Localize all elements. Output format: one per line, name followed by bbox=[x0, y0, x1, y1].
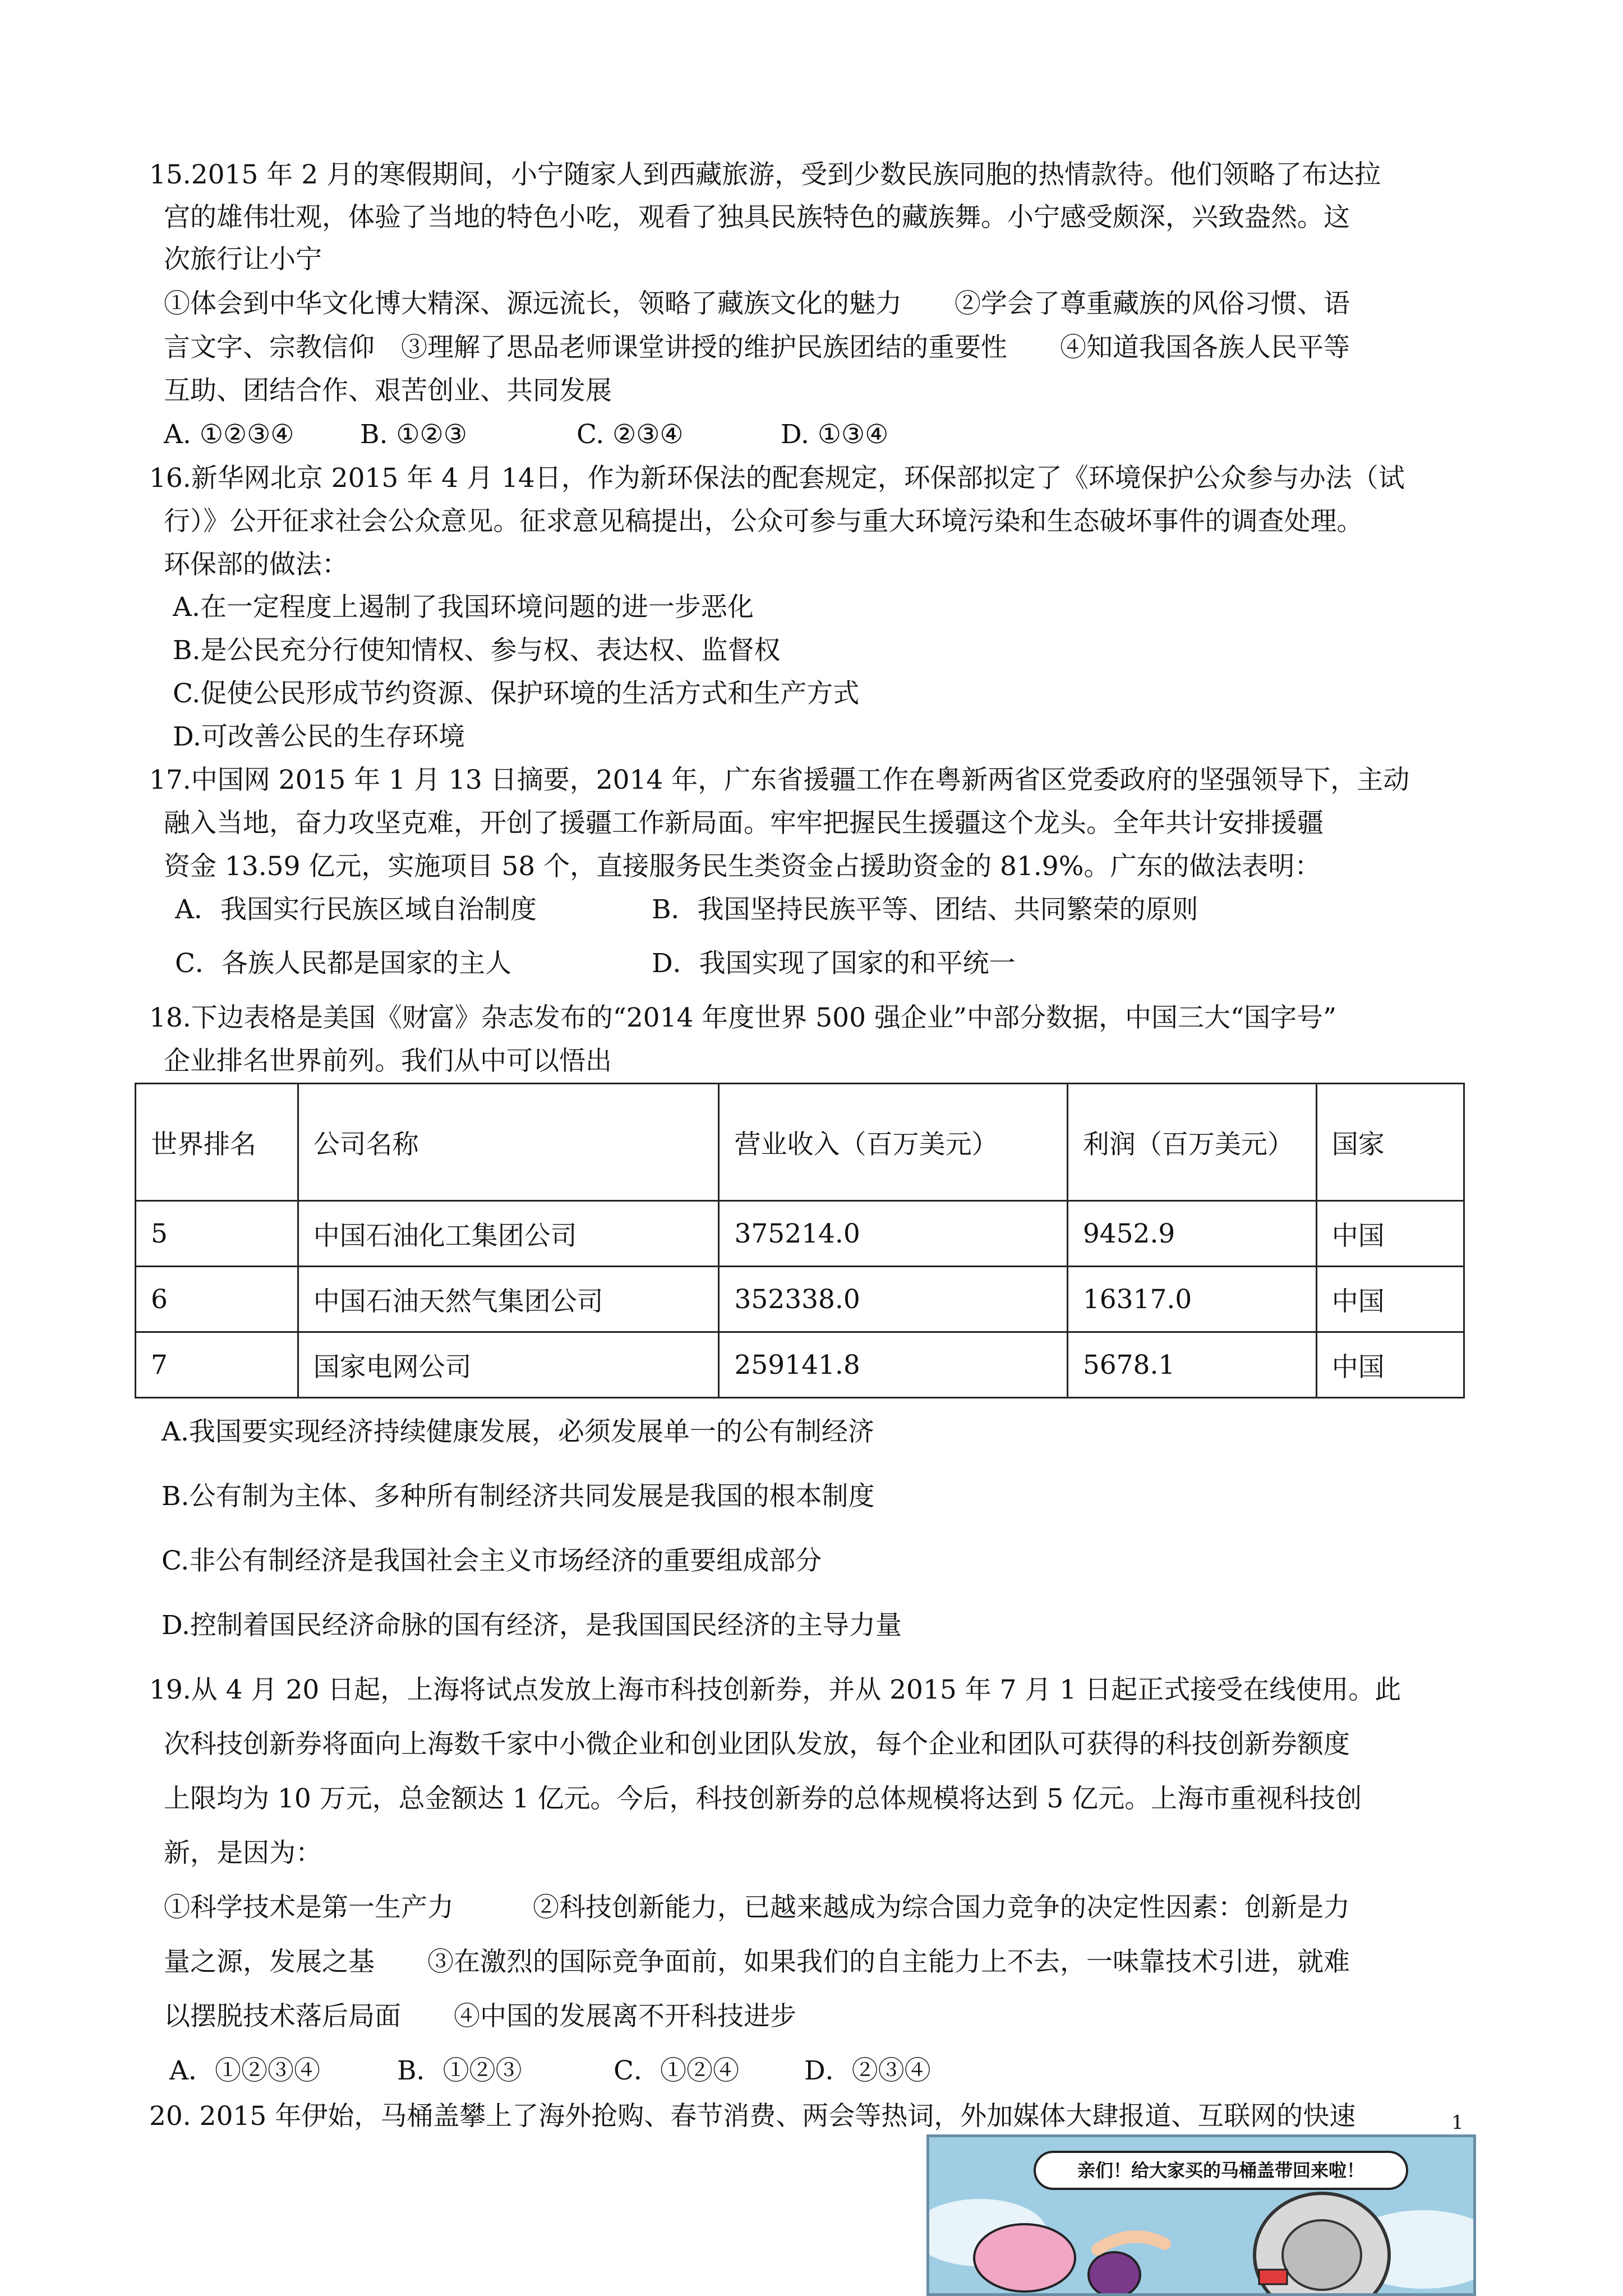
q15-line-2: 宫的雄伟壮观，体验了当地的特色小吃，观看了独具民族特色的藏族舞。小宁感受颇深，兴致盎然。这 bbox=[164, 202, 1350, 233]
table-cell: 5 bbox=[136, 1201, 298, 1267]
q19-line-1: 19.从 4 月 20 日起，上海将试点发放上海市科技创新券，并从 2015 年 7 月 1 日起正式接受在线使用。此 bbox=[149, 1674, 1401, 1705]
table-header-row bbox=[136, 1084, 1464, 1201]
table-cell: 16317.0 bbox=[1067, 1267, 1316, 1332]
table-row bbox=[136, 1267, 1464, 1332]
column-header: 国家 bbox=[1316, 1084, 1464, 1201]
table-cell: 5678.1 bbox=[1067, 1332, 1316, 1398]
table-cell: 375214.0 bbox=[719, 1201, 1067, 1267]
speech-bubble: 亲们！给大家买的马桶盖带回来啦！ bbox=[1034, 2151, 1408, 2190]
column-header: 利润（百万美元） bbox=[1067, 1084, 1316, 1201]
table-cell: 6 bbox=[136, 1267, 298, 1332]
q19-line-2: 次科技创新券将面向上海数千家中小微企业和创业团队发放，每个企业和团队可获得的科技创新券额度 bbox=[164, 1729, 1350, 1760]
table-row bbox=[136, 1201, 1464, 1267]
table-cell: 352338.0 bbox=[719, 1267, 1067, 1332]
q15-option-b: B. ①②③ bbox=[360, 419, 467, 450]
q17-option-a: A．我国实行民族区域自治制度 bbox=[175, 894, 537, 925]
q17-line-3: 资金 13.59 亿元，实施项目 58 个，直接服务民生类资金占援助资金的 81.9%。广东的做法表明： bbox=[164, 851, 1321, 882]
q15-option-c: C. ②③④ bbox=[577, 419, 684, 450]
q18-option-b: B.公有制为主体、多种所有制经济共同发展是我国的根本制度 bbox=[162, 1481, 875, 1512]
q19-option-a: A．①②③④ bbox=[169, 2055, 320, 2086]
cartoon-illustration bbox=[926, 2134, 1476, 2296]
q16-line-3: 环保部的做法： bbox=[164, 549, 348, 580]
q19-statement-1: ①科学技术是第一生产力 ②科技创新能力，已越来越成为综合国力竞争的决定性因素：创新是力 bbox=[164, 1892, 1350, 1923]
q19-line-3: 上限均为 10 万元，总金额达 1 亿元。今后，科技创新券的总体规模将达到 5 亿元。上海市重视科技创 bbox=[164, 1783, 1362, 1814]
q17-option-d: D．我国实现了国家的和平统一 bbox=[652, 948, 1016, 979]
table-cell: 中国石油化工集团公司 bbox=[298, 1201, 719, 1267]
q16-option-a: A.在一定程度上遏制了我国环境问题的进一步恶化 bbox=[173, 592, 754, 623]
q15-option-a: A. ①②③④ bbox=[164, 419, 294, 450]
q15-statement-3: 互助、团结合作、艰苦创业、共同发展 bbox=[164, 375, 612, 406]
table-cell: 259141.8 bbox=[719, 1332, 1067, 1398]
table-row bbox=[136, 1332, 1464, 1398]
q19-option-d: D．②③④ bbox=[804, 2055, 931, 2086]
q15-option-d: D. ①③④ bbox=[781, 419, 889, 450]
q19-statement-3: 以摆脱技术落后局面 ④中国的发展离不开科技进步 bbox=[164, 2001, 796, 2032]
q16-option-b: B.是公民充分行使知情权、参与权、表达权、监督权 bbox=[173, 635, 781, 666]
q18-option-a: A.我国要实现经济持续健康发展，必须发展单一的公有制经济 bbox=[162, 1416, 874, 1447]
q18-line-1: 18.下边表格是美国《财富》杂志发布的“2014 年度世界 500 强企业”中部分数据，中国三大“国字号” bbox=[149, 1002, 1336, 1033]
q17-option-b: B．我国坚持民族平等、团结、共同繁荣的原则 bbox=[652, 894, 1198, 925]
q16-line-1: 16.新华网北京 2015 年 4 月 14日，作为新环保法的配套规定，环保部拟定了《环境保护公众参与办法（试 bbox=[149, 463, 1405, 494]
table-cell: 中国石油天然气集团公司 bbox=[298, 1267, 719, 1332]
column-header: 世界排名 bbox=[136, 1084, 298, 1201]
q18-option-c: C.非公有制经济是我国社会主义市场经济的重要组成部分 bbox=[162, 1545, 822, 1576]
page-number: 1 bbox=[1451, 2111, 1464, 2134]
q18-option-d: D.控制着国民经济命脉的国有经济，是我国国民经济的主导力量 bbox=[162, 1610, 902, 1641]
q15-line-3: 次旅行让小宁 bbox=[164, 244, 322, 275]
q19-line-4: 新，是因为： bbox=[164, 1838, 322, 1869]
q18-line-2: 企业排名世界前列。我们从中可以悟出 bbox=[164, 1046, 612, 1076]
q15-statement-1: ①体会到中华文化博大精深、源远流长，领略了藏族文化的魅力 ②学会了尊重藏族的风俗习惯、语 bbox=[164, 288, 1350, 319]
q15-line-1: 15.2015 年 2 月的寒假期间，小宁随家人到西藏旅游，受到少数民族同胞的热情款待。他们领略了布达拉 bbox=[149, 159, 1381, 190]
q16-option-c: C.促使公民形成节约资源、保护环境的生活方式和生产方式 bbox=[173, 678, 860, 709]
q20-line-1: 20. 2015 年伊始，马桶盖攀上了海外抢购、春节消费、两会等热词，外加媒体大肆报道、互联网的快速 bbox=[149, 2101, 1356, 2132]
q17-line-1: 17.中国网 2015 年 1 月 13 日摘要，2014 年，广东省援疆工作在粤新两省区党委政府的坚强领导下，主动 bbox=[149, 765, 1410, 795]
q19-options bbox=[169, 2054, 931, 2088]
q16-option-d: D.可改善公民的生存环境 bbox=[173, 721, 465, 752]
ranking-table bbox=[135, 1083, 1465, 1398]
column-header: 公司名称 bbox=[298, 1084, 719, 1201]
table-cell: 中国 bbox=[1316, 1267, 1464, 1332]
table-cell: 7 bbox=[136, 1332, 298, 1398]
table-cell: 中国 bbox=[1316, 1332, 1464, 1398]
q16-line-2: 行）》公开征求社会公众意见。征求意见稿提出，公众可参与重大环境污染和生态破坏事件的调查处理。 bbox=[164, 506, 1363, 537]
q17-option-c: C．各族人民都是国家的主人 bbox=[175, 948, 511, 979]
q15-statement-2: 言文字、宗教信仰 ③理解了思品老师课堂讲授的维护民族团结的重要性 ④知道我国各族人民平等 bbox=[164, 332, 1350, 363]
column-header: 营业收入（百万美元） bbox=[719, 1084, 1067, 1201]
q15-options bbox=[164, 418, 888, 452]
table-cell: 国家电网公司 bbox=[298, 1332, 719, 1398]
table-cell: 中国 bbox=[1316, 1201, 1464, 1267]
q19-option-b: B．①②③ bbox=[397, 2055, 522, 2086]
q19-option-c: C．①②④ bbox=[614, 2055, 739, 2086]
q19-statement-2: 量之源，发展之基 ③在激烈的国际竞争面前，如果我们的自主能力上不去，一味靠技术引进，就难 bbox=[164, 1947, 1350, 1977]
q17-line-2: 融入当地，奋力攻坚克难，开创了援疆工作新局面。牢牢把握民生援疆这个龙头。全年共计安排援疆 bbox=[164, 808, 1324, 839]
table-cell: 9452.9 bbox=[1067, 1201, 1316, 1267]
